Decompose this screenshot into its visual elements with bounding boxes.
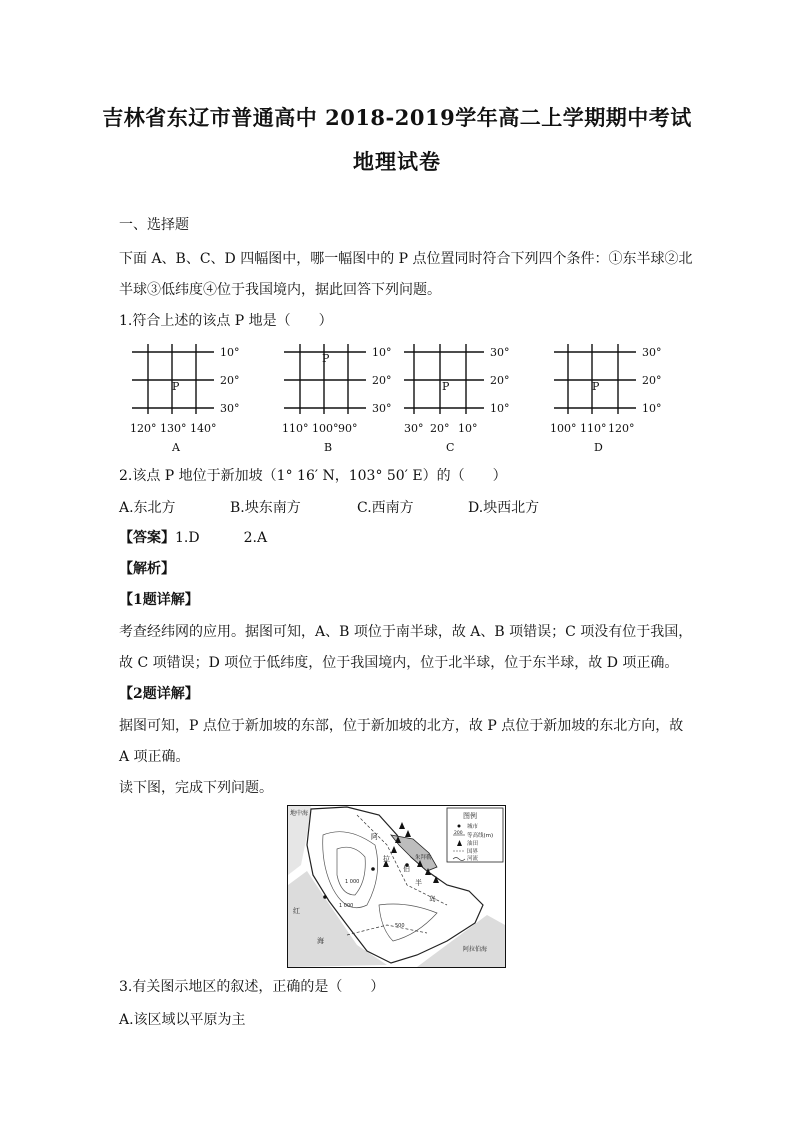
lat-label: 10° [220, 346, 240, 359]
read-map-instruction: 读下图，完成下列问题。 [119, 780, 273, 796]
legend-city: 城市 [467, 824, 479, 830]
lon-label: 90° [338, 422, 358, 435]
point-p: P [592, 380, 600, 393]
lat-label: 30° [220, 402, 240, 415]
legend-border: 国界 [467, 849, 479, 855]
legend-contour: 等高线(m) [467, 833, 494, 839]
legend-river: 河流 [467, 856, 479, 862]
map-label: 朱拜勒 [415, 855, 432, 861]
lat-label: 20° [220, 374, 240, 387]
lat-label: 10° [642, 402, 662, 415]
lon-label: 100° [312, 422, 339, 435]
lat-label: 30° [642, 346, 662, 359]
detail-1-line-2: 故 C 项错误；D 项位于低纬度，位于我国境内，位于北半球，位于东半球，故 D 项正确。 [119, 655, 679, 671]
map-label: 半 [415, 879, 422, 887]
lat-label: 20° [372, 374, 392, 387]
detail-1-line-1: 考查经纬网的应用。据图可知，A、B 项位于南半球，故 A、B 项错误；C 项没有位于我国， [119, 624, 693, 640]
figure-label: A [172, 441, 180, 454]
exam-title: 吉林省东辽市普通高中 2018-2019学年高二上学期期中考试 [102, 105, 692, 130]
map-label: 阿拉伯海 [463, 946, 488, 953]
map-label: 阿 [371, 833, 378, 841]
map-label: 红 [293, 907, 300, 915]
detail-2-line-1: 据图可知，P 点位于新加坡的东部，位于新加坡的北方，故 P 点位于新加坡的东北方向，故 [119, 718, 684, 734]
map-label: 1 000 [339, 903, 354, 909]
detail-2-line-2: A 项正确。 [119, 749, 190, 765]
lon-label: 110° [282, 422, 309, 435]
q2-option-b: B.坱东南方 [230, 500, 301, 516]
figure-label: D [594, 441, 603, 454]
answer-label: 【答案】 [119, 530, 175, 546]
analysis-heading: 【解析】 [119, 561, 175, 577]
detail-2-heading: 【2题详解】 [119, 686, 199, 702]
lon-label: 10° [458, 422, 478, 435]
point-p: P [172, 380, 180, 393]
lon-label: 30° [404, 422, 424, 435]
legend-contour-value: 200 [454, 831, 463, 836]
question-3: 3.有关图示地区的叙述，正确的是（ ） [119, 979, 385, 995]
answer-2: 2.A [243, 530, 268, 546]
map-label: 500 [395, 923, 405, 929]
q2-option-d: D.坱西北方 [468, 500, 540, 516]
q3-option-a: A.该区域以平原为主 [119, 1012, 246, 1028]
lon-label: 120° [130, 422, 157, 435]
section-heading: 一、选择题 [119, 217, 189, 233]
answer-line [119, 528, 679, 548]
lon-label: 140° [190, 422, 217, 435]
legend-oil: 油田 [467, 841, 479, 847]
grid-figure-a [128, 338, 258, 460]
lat-label: 30° [372, 402, 392, 415]
point-p: P [442, 380, 450, 393]
grid-figure-b [280, 338, 410, 460]
intro-line-2: 半球③低纬度④位于我国境内，据此回答下列问题。 [119, 282, 441, 298]
lat-label: 20° [642, 374, 662, 387]
grid-figure-d [550, 338, 680, 460]
intro-line-1: 下面 A、B、C、D 四幅图中，哪一幅图中的 P 点位置同时符合下列四个条件：①东半球②北 [119, 251, 693, 267]
lat-label: 10° [372, 346, 392, 359]
grid-figure-c [400, 338, 530, 460]
figure-label: B [324, 441, 333, 454]
lat-label: 10° [490, 402, 510, 415]
answer-1: 1.D [175, 530, 200, 546]
map-label: 海 [317, 937, 324, 945]
lon-label: 120° [608, 422, 635, 435]
question-1: 1.符合上述的该点 P 地是（ ） [119, 313, 333, 329]
q2-option-c: C.西南方 [357, 500, 414, 516]
question-2: 2.该点 P 地位于新加坡（1° 16′ N，103° 50′ E）的（ ） [119, 468, 507, 484]
lon-label: 100° [550, 422, 577, 435]
map-label: 伯 [403, 865, 410, 873]
exam-subject: 地理试卷 [353, 149, 441, 174]
lon-label: 130° [160, 422, 187, 435]
point-p: P [322, 352, 330, 365]
map-label: 1 000 [345, 879, 360, 885]
map-label: 岛 [429, 895, 436, 903]
map-label: 地中海 [290, 810, 309, 817]
arabian-peninsula-map [287, 805, 506, 968]
lat-label: 30° [490, 346, 510, 359]
map-label: 拉 [383, 855, 390, 863]
detail-1-heading: 【1题详解】 [119, 592, 199, 608]
lat-label: 20° [490, 374, 510, 387]
figure-label: C [446, 441, 455, 454]
lon-label: 110° [580, 422, 607, 435]
legend-title: 图例 [463, 812, 477, 820]
q2-option-a: A.东北方 [119, 500, 176, 516]
lon-label: 20° [430, 422, 450, 435]
